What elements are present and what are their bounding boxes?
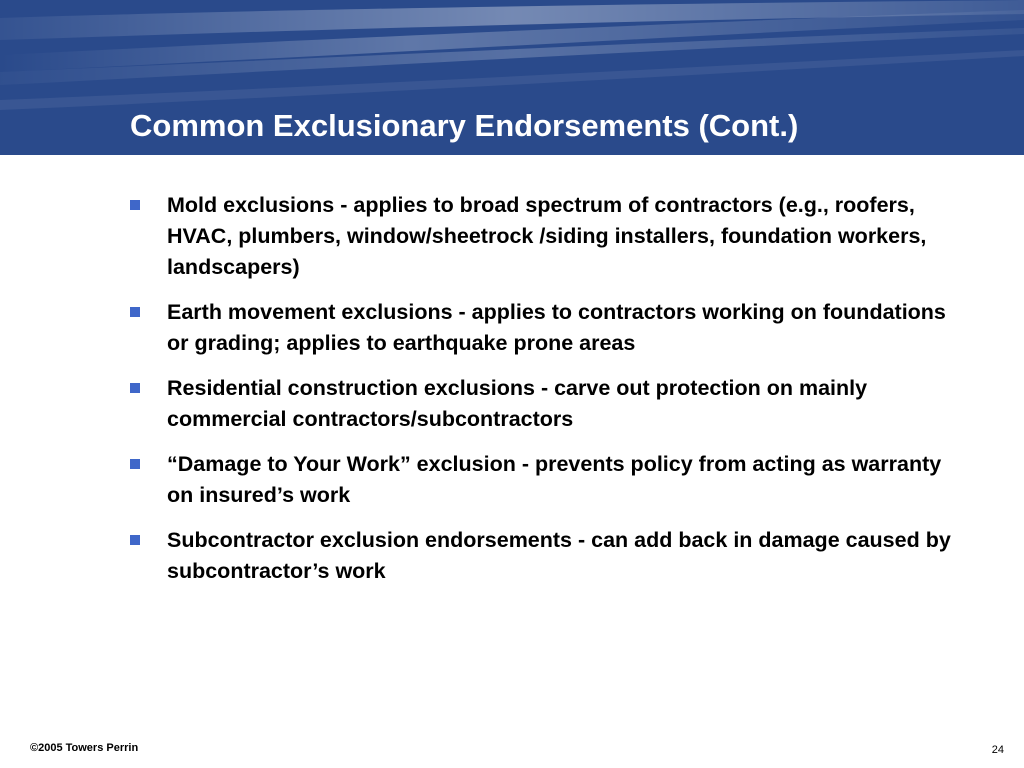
header-banner [0, 0, 1024, 155]
square-bullet-icon [130, 200, 140, 210]
slide-title: Common Exclusionary Endorsements (Cont.) [130, 108, 799, 143]
square-bullet-icon [130, 307, 140, 317]
bullet-text: Subcontractor exclusion endorsements - can add back in damage caused by subcontractor’s work [167, 528, 951, 583]
bullet-text: Mold exclusions - applies to broad spectrum of contractors (e.g., roofers, HVAC, plumbers, window/sheetrock /siding installers, foundation workers, landscapers) [167, 193, 927, 279]
bullet-item [130, 190, 970, 283]
square-bullet-icon [130, 459, 140, 469]
square-bullet-icon [130, 383, 140, 393]
bullet-item [130, 297, 970, 359]
square-bullet-icon [130, 535, 140, 545]
bullet-item [130, 449, 970, 511]
page-number: 24 [991, 744, 1004, 756]
bullet-text: “Damage to Your Work” exclusion - prevents policy from acting as warranty on insured’s work [167, 452, 942, 507]
bullet-item [130, 525, 970, 587]
bullet-text: Residential construction exclusions - carve out protection on mainly commercial contractors/subcontractors [167, 376, 868, 431]
bullet-list [130, 190, 970, 601]
bullet-item [130, 373, 970, 435]
footer-copyright: ©2005 Towers Perrin [30, 742, 139, 754]
bullet-text: Earth movement exclusions - applies to contractors working on foundations or grading; applies to earthquake prone areas [167, 300, 946, 355]
